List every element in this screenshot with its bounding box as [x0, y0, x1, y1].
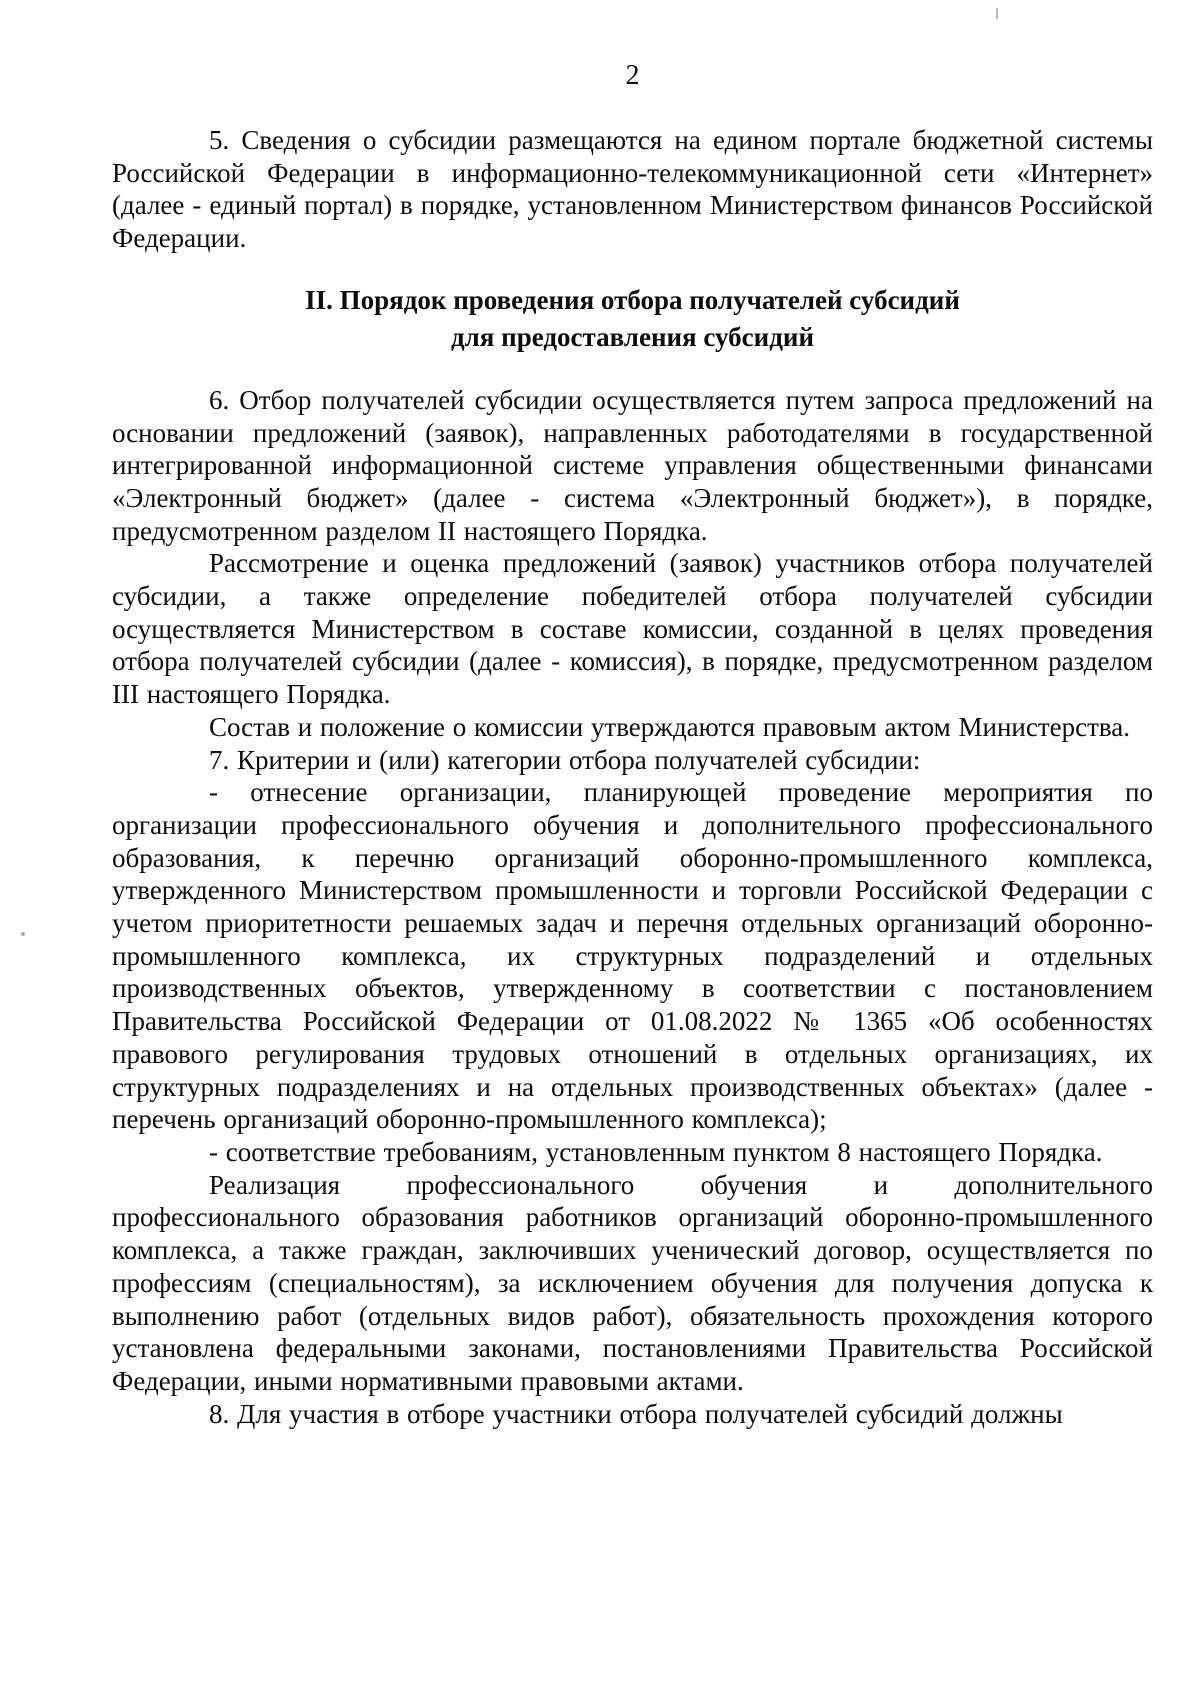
paragraph-7-criteria: 7. Критерии и (или) категории отбора получателей субсидии:	[209, 744, 921, 775]
criteria-item-compliance: - соответствие требованиям, установленным пунктом 8 настоящего Порядка.	[209, 1136, 1103, 1167]
scan-artifact	[21, 932, 25, 936]
page-number: 2	[625, 60, 640, 91]
section-heading-line-2: для предоставления субсидий	[450, 321, 814, 352]
paragraph-commission-composition: Состав и положение о комиссии утверждаются правовым актом Министерства.	[209, 711, 1131, 742]
paragraph-6-selection-procedure: 6. Отбор получателей субсидии осуществляется путем запроса предложений на основании предложений (заявок), направленных работодателями в государственной интегрированной информационной системе управления общественными финансами «Электронный бюджет» (далее - система «Электронный бюджет»), в порядке, предусмотренном разделом II настоящего Порядка.	[112, 384, 1153, 546]
criteria-item-opk-list: - отнесение организации, планирующей проведение мероприятия по организации профессионального обучения и дополнительного профессионального образования, к перечню организаций оборонно-промышленного комплекса, утвержденного Министерством промышленности и торговли Российской Федерации с учетом приоритетности решаемых задач и перечня отдельных организаций оборонно-промышленного комплекса, их структурных подразделений и отдельных производственных объектов, утвержденному в соответствии с постановлением Правительства Российской Федерации от 01.08.2022 № 1365 «Об особенностях правового регулирования трудовых отношений в отдельных организациях, их структурных подразделениях и на отдельных производственных объектах» (далее - перечень организаций оборонно-промышленного комплекса);	[112, 777, 1153, 1135]
paragraph-8-participation: 8. Для участия в отборе участники отбора получателей субсидий должны	[209, 1398, 1063, 1429]
text-column	[112, 0, 1153, 1430]
section-heading-line-1: II. Порядок проведения отбора получателей субсидий	[305, 284, 960, 315]
section-ii-heading	[112, 282, 1153, 356]
paragraph-5-subsidy-info: 5. Сведения о субсидии размещаются на едином портале бюджетной системы Российской Федерации в информационно-телекоммуникационной сети «Интернет» (далее - единый портал) в порядке, установленном Министерством финансов Российской Федерации.	[112, 125, 1153, 254]
paragraph-implementation: Реализация профессионального обучения и дополнительного профессионального образования работников организаций оборонно-промышленного комплекса, а также граждан, заключивших ученический договор, осуществляется по профессиям (специальностям), за исключением обучения для получения допуска к выполнению работ (отдельных видов работ), обязательность прохождения которого установлена федеральными законами, постановлениями Правительства Российской Федерации, иными нормативными правовыми актами.	[112, 1169, 1153, 1396]
paragraph-review-and-evaluation: Рассмотрение и оценка предложений (заявок) участников отбора получателей субсидии, а также определение победителей отбора получателей субсидии осуществляется Министерством в составе комиссии, созданной в целях проведения отбора получателей субсидии (далее - комиссия), в порядке, предусмотренном разделом III настоящего Порядка.	[112, 548, 1153, 710]
